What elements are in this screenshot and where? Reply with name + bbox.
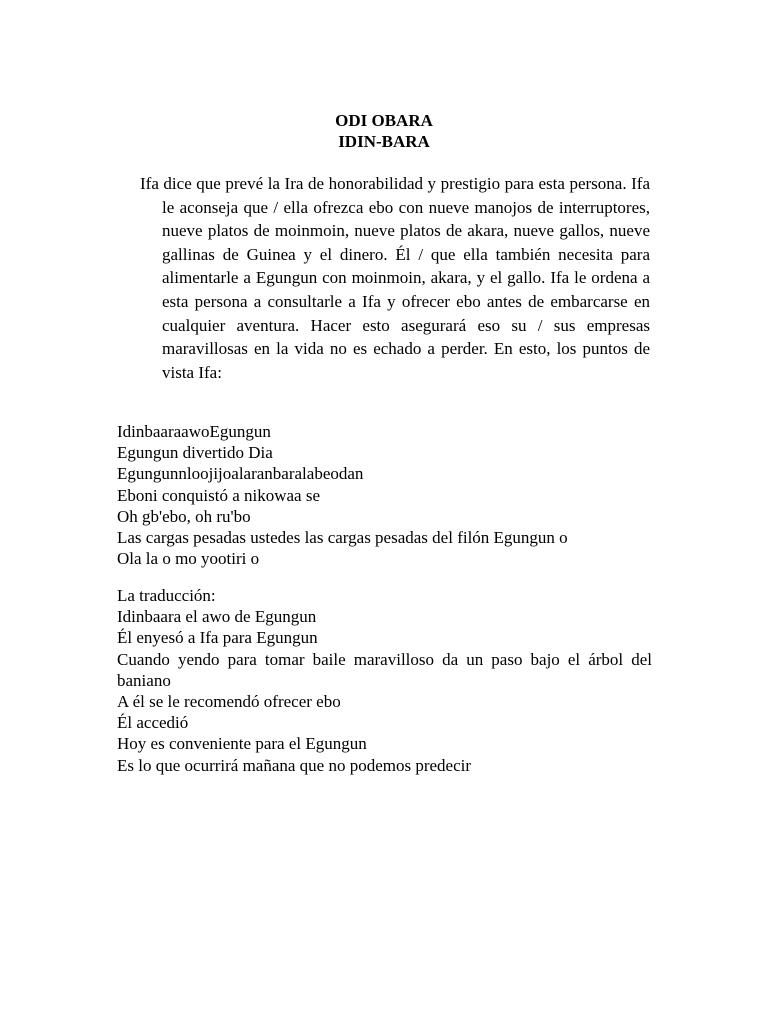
translation-line: Cuando yendo para tomar baile maravilloso da un paso bajo el árbol del baniano — [117, 649, 652, 690]
translation-line: Él enyesó a Ifa para Egungun — [117, 628, 318, 648]
translation-block — [117, 585, 652, 776]
translation-line: Es lo que ocurrirá mañana que no podemos predecir — [117, 755, 472, 775]
intro-text: Ifa dice que prevé la Ira de honorabilidad y prestigio para esta persona. Ifa le aconseja que / ella ofrezca ebo con nueve manojos de interruptores, nueve platos de moinmoin, nueve platos de akara, nueve gallos, nueve gallinas de Guinea y el dinero. Él / que ella también necesita para alimentarle a Egungun con moinmoin, akara, y el gallo. Ifa le ordena a esta persona a consultarle a Ifa y ofrecer ebo antes de embarcarse en cualquier aventura. Hacer esto asegurará eso su / sus empresas maravillosas en la vida no es echado a perder. En esto, los puntos de vista Ifa: — [140, 174, 650, 382]
translation-line: A él se le recomendó ofrecer ebo — [117, 692, 341, 712]
verse-line: Oh gb'ebo, oh ru'bo — [117, 506, 251, 526]
verse-line: Egungun divertido Dia — [117, 443, 273, 463]
intro-paragraph — [118, 172, 650, 384]
translation-line: Hoy es conveniente para el Egungun — [117, 734, 367, 754]
translation-heading: La traducción: — [117, 586, 216, 605]
verse-block — [117, 421, 652, 569]
verse-line: Ola la o mo yootiri o — [117, 549, 260, 569]
verse-line: Eboni conquistó a nikowaa se — [117, 485, 321, 505]
translation-line: Idinbaara el awo de Egungun — [117, 607, 317, 627]
document-subtitle: IDIN-BARA — [338, 132, 430, 151]
verse-line: IdinbaaraawoEgungun — [117, 422, 271, 441]
verse-line: Egungunnloojijoalaranbaralabeodan — [117, 464, 364, 484]
translation-line: Él accedió — [117, 713, 189, 733]
document-title: ODI OBARA — [335, 111, 433, 130]
verse-line: Las cargas pesadas ustedes las cargas pesadas del filón Egungun o — [117, 528, 568, 548]
